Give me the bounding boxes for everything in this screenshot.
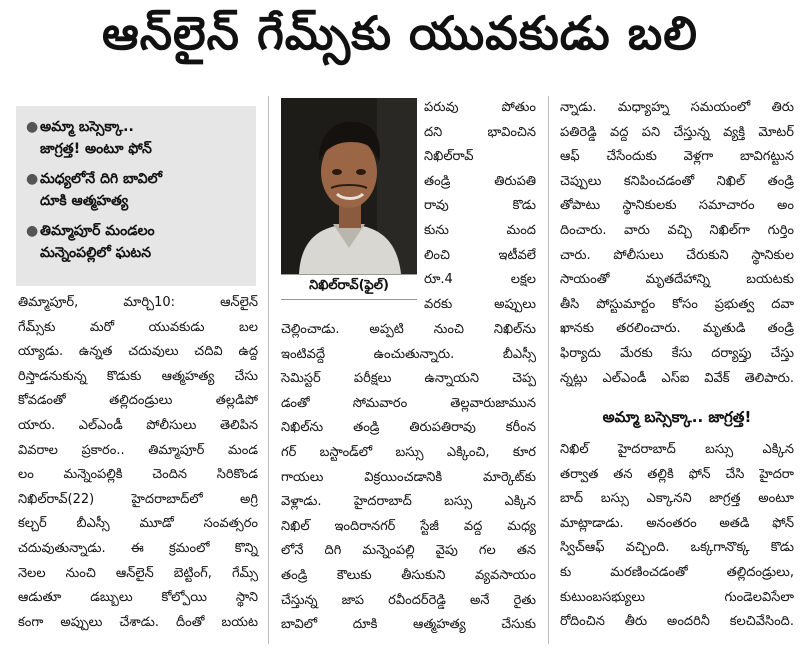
article-column-3b [560,438,794,635]
text-line: ఆడుతూ డబ్బులు కోల్పోయి స్థాని [18,590,258,606]
column-divider [268,96,269,644]
article-column-2-side [424,96,536,317]
text-line: కోవడంతో తల్లిదండ్రులు తల్లడిపో [18,393,258,409]
text-line: సెమిస్టర్ పరీక్షలు ఉన్నాయని చెప్ప [281,371,536,387]
text-line: యారు. ఎల్ఎండీ పోలీసులు తెలిపిన [18,417,258,433]
text-line: కంగా అప్పులు చేశాడు. దీంతో బయట [18,614,258,630]
highlight-item [26,168,250,212]
bullet-icon: ● [26,223,39,239]
text-line: రిస్తాడనుకున్న కొడుకు ఆత్మహత్య చేసు [18,368,258,384]
text-line: చేస్తున్న జాప రవీందర్‌రెడ్డి అనే రైతు [281,592,536,608]
text-line: రావు కొడు [424,198,536,214]
text-line: కును మంద [424,222,536,238]
text-line: లించి ఇటీవలే [424,247,536,263]
text-line: నిఖిల్‌ను తండ్రి తిరుపతిరావు కరీంన [281,420,536,436]
text-line: సాయంతో మృతదేహాన్ని బయటకు [560,272,794,288]
column-divider [548,96,549,644]
highlight-item [26,220,250,264]
text-line: దించారు. వారు వచ్చి నిఖిల్‌గా గుర్తిం [560,222,794,238]
highlight-line: మధ్యలోనే దిగి బావిలో [40,171,162,187]
highlight-text [40,116,152,160]
photo-caption: నిఖిల్‌రావ్(ఫైల్) [281,274,417,300]
highlights-box [16,106,256,286]
bullet-icon: ● [26,171,39,187]
text-line: వెళ్లాడు. హైదరాబాద్ బస్సు ఎక్కిన [281,494,536,510]
text-line: దని భావించిన [424,124,536,140]
text-line: బాద్ బస్సు ఎక్కానని జాగ్రత్త అంటూ [560,491,794,507]
text-line: పతిరెడ్డి వద్ద పని చేస్తున్న వ్యక్తి మోటర్ [560,124,794,140]
text-line: నిఖిల్‌రావ్(22) హైదరాబాద్‌లో అగ్రి [18,491,258,507]
text-line: తర్వాత తన తల్లికి ఫోన్ చేసి హైదరా [560,466,794,482]
text-line: వరకు అప్పులు [424,296,536,312]
text-line: లోనే దిగి మన్నెంపల్లి వైపు గల తన [281,543,536,559]
text-line: మాట్లాడాడు. అనంతరం అతడి ఫోన్ [560,515,794,531]
highlight-text [40,168,162,212]
text-line: గేమ్స్‌కు మరో యువకుడు బల [18,319,258,335]
text-line: న్నాడు. మధ్యాహ్న సమయంలో తిరు [560,100,794,115]
text-line: తండ్రి కౌలుకు తీసుకుని వ్యవసాయం [281,567,536,583]
text-line: పరువు పోతుం [424,100,536,115]
text-line: చెప్పులు కనిపించడంతో నిఖిల్ తండ్రి [560,173,794,189]
text-line: డంతో సోమవారం తెల్లవారుజామున [281,395,536,411]
text-line: చదువుతున్నాడు. ఈ క్రమంలో కొన్ని [18,540,258,556]
headline: ఆన్‌లైన్ గేమ్స్‌కు యువకుడు బలి [102,6,698,60]
text-line: ఫిర్యాదు మేరకు కేసు దర్యాప్తు చేస్తు [560,345,794,361]
text-line: రూ.4 లక్షల [424,272,536,288]
text-line: తండ్రి తిరుపతి [424,173,536,189]
portrait-photo [281,98,417,274]
person-portrait-icon [281,98,417,274]
text-line: గాయలు విక్రయించడానికి మార్కెట్‌కు [281,469,536,485]
text-line: తోపాటు స్థానికులకు సమాచారం అం [560,198,794,214]
text-line: య్యాడు. ఉన్నత చదువులు చదివి ఉద్ద [18,344,258,360]
highlight-item [26,116,250,160]
text-line: గర్ బస్టాండ్‌లో బస్సు ఎక్కించి, కూర [281,444,536,460]
highlight-line: అమ్మా బస్సెక్కా.. [40,119,134,135]
sub-heading: అమ్మా బస్సెక్కా.. జాగ్రత్త! [602,408,752,426]
text-line: స్విచ్‌ఆఫ్ వచ్చింది. ఒక్కగానొక్క కొడు [560,540,794,556]
text-line: రోదించిన తీరు అందరినీ కలచివేసింది. [560,614,794,630]
text-line: న్నట్లు ఎల్ఎండీ ఎస్ఐ వివేక్ తెలిపారు. [560,370,794,386]
text-line: చారు. పోలీసులు చేరుకుని స్థానికుల [560,247,794,263]
text-line: ఖానకు తరలించారు. మృతుడి తండ్రి [560,321,794,337]
highlight-line: తిమ్మాపూర్ మండలం [40,223,155,239]
text-line: నిఖిల్‌రావ్ [424,149,474,165]
text-line: తిమ్మాపూర్, మార్చి10: ఆన్‌లైన్ [18,295,258,310]
bullet-icon: ● [26,119,39,135]
text-line: కల్చర్ బీఎస్సీ మూడో సంవత్సరం [18,516,258,532]
text-line: కు మరణించడంతో తల్లిదండ్రులు, [560,564,794,580]
text-line: ఇంటివద్దే ఉంచుతున్నారు. బీఎస్సీ [281,346,536,362]
text-line: వివరాల ప్రకారం.. తిమ్మాపూర్ మండ [18,442,258,458]
article-column-1 [18,291,258,635]
article-column-2 [281,318,536,638]
text-line: చెల్లించాడు. అప్పటి నుంచి నిఖిల్‌ను [281,322,536,337]
text-line: నిఖిల్ హైదరాబాద్ బస్సు ఎక్కిన [560,442,794,457]
highlight-line: జాగ్రత్త! అంటూ ఫోన్ [40,141,152,157]
highlight-text [40,220,155,264]
text-line: లం మన్నెంపల్లికి చెందిన సిరికొండ [18,467,258,483]
text-line: కుటుంబసభ్యులు గుండెలవిసేలా [560,589,794,605]
article-column-3 [560,96,794,391]
highlight-line: దూకి ఆత్మహత్య [40,193,129,209]
text-line: నెలల నుంచి ఆన్‌లైన్ బెట్టింగ్, గేమ్స్ [18,565,258,581]
text-line: నిఖిల్ ఇందిరానగర్ స్టేజీ వద్ద మధ్య [281,518,536,534]
text-line: ఆఫ్ చేసేందుకు వెళ్లగా బావిగట్టున [560,149,794,165]
text-line: బావిలో దూకి ఆత్మహత్య చేసుకు [281,617,536,633]
highlight-line: మన్నెంపల్లిలో ఘటన [40,245,152,261]
text-line: తీసి పోస్టుమార్టం కోసం ప్రభుత్వ దవా [560,296,794,312]
